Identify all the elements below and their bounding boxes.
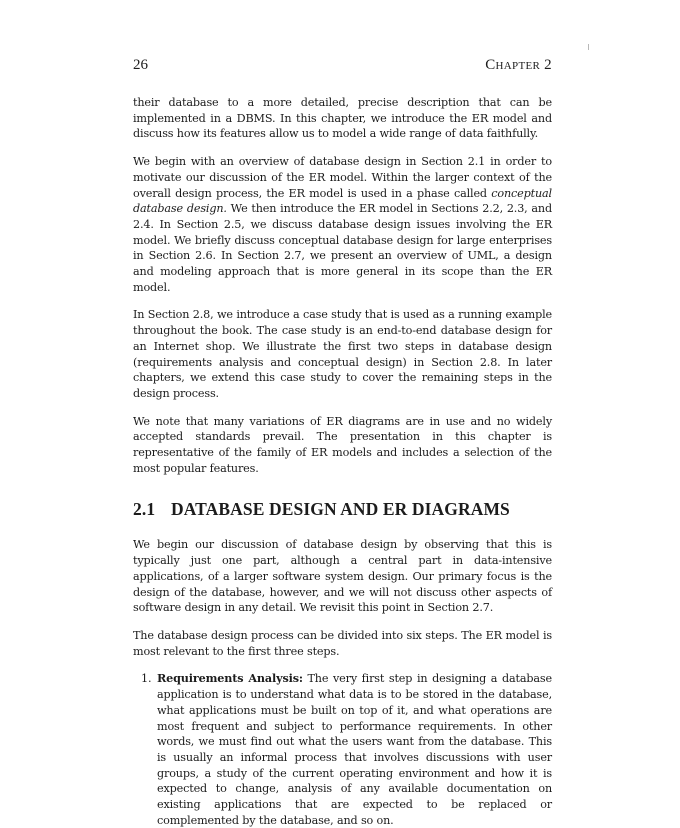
emphasized-term: conceptual database design. [133,186,552,216]
section-number: 2.1 [133,499,156,520]
intro-paragraph-2-end: We then introduce the ER model in Sections 2.2, 2.3, and 2.4. In Section 2.5, we discuss database design issues involving the ER model. We briefly discuss conceptual database design for large enterprises in Section 2.6. In Section 2.7, we present an overview of UML, a design and modeling approach that is more general in its scope than the ER model. [133,202,552,294]
section-heading [133,498,552,520]
design-steps-list [133,671,552,828]
intro-paragraph-1: their database to a more detailed, precise description that can be implemented in a DBMS. In this chapter, we introduce the ER model and discuss how its features allow us to model a wide range of data faithfully. [133,96,552,141]
step-description: The very first step in designing a database application is to understand what data is to be stored in the database, what applications must be built on top of it, and what operations are most frequent and subject to performance requirements. In other words, we must find out what the users want from the database. This is usually an informal process that involves discussions with user groups, a study of the current operating environment and how it is expected to change, analysis of any available documentation on existing applications that are expected to be replaced or complemented by the database, and so on. [157,672,552,827]
list-item [133,671,552,828]
intro-paragraph-2-start: We begin with an overview of database design in Section 2.1 in order to motivate our discussion of the ER model. Within the larger context of the overall design process, the ER model is used in a phase called [133,155,552,200]
intro-paragraph-4: We note that many variations of ER diagrams are in use and no widely accepted standards prevail. The presentation in this chapter is representative of the family of ER models and includes a selection of the most popular features. [133,414,552,475]
scan-mark [588,44,589,50]
page-number: 26 [133,57,148,73]
page-header [133,57,552,77]
section-paragraph-2: The database design process can be divided into six steps. The ER model is most relevant to the first three steps. [133,628,552,658]
step-term: Requirements Analysis: [157,671,303,686]
intro-paragraph-3: In Section 2.8, we introduce a case study that is used as a running example throughout the book. The case study is an end-to-end database design for an Internet shop. We illustrate the first two steps in database design (requirements analysis and conceptual design) in Section 2.8. In later chapters, we extend this case study to cover the remaining steps in the design process. [133,308,552,400]
body-text [133,95,552,828]
section-paragraph-1: We begin our discussion of database design by observing that this is typically just one part, although a central part in data-intensive applications, of a larger software system design. Our primary focus is the design of the database, however, and we will not discuss other aspects of software design in any detail. We revisit this point in Section 2.7. [133,538,552,615]
step-number: 1. [141,672,152,686]
chapter-label: Chapter 2 [485,57,552,73]
intro-paragraph-2 [133,154,552,295]
section-title: DATABASE DESIGN AND ER DIAGRAMS [171,499,510,520]
